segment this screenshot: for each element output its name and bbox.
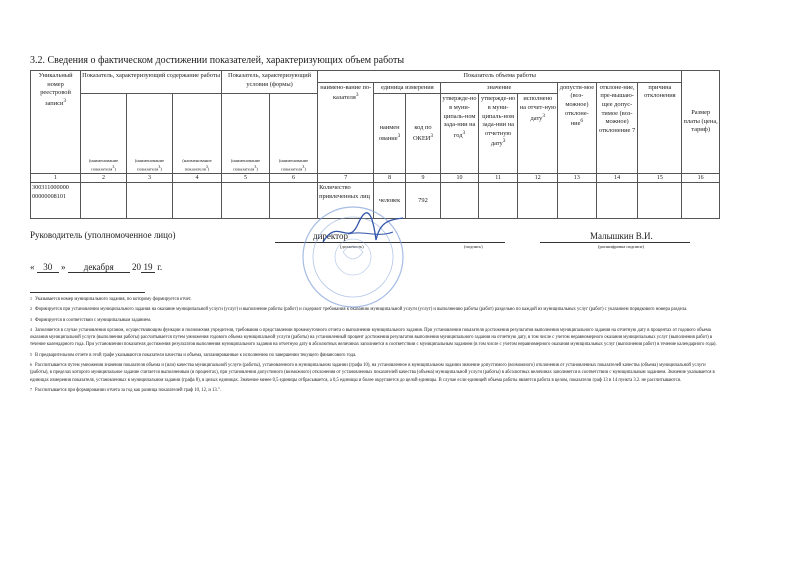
header-conditions: Показатель, характеризующий условия (формы) (222, 71, 318, 94)
header-content: Показатель, характеризующий содержание работы (81, 71, 222, 94)
header-reason: причина отклонения (638, 82, 682, 174)
footnote-number: 5 (30, 351, 32, 357)
column-number: 6 (270, 174, 318, 183)
footnote-item (30, 387, 720, 394)
cell-empty (172, 183, 221, 219)
header-content-sub-3: (наименование показателя$^3$) (172, 94, 221, 174)
footnote-item (30, 296, 720, 303)
cell-empty (441, 183, 479, 219)
sign-caption: (подпись) (464, 244, 483, 249)
column-number: 3 (127, 174, 173, 183)
footnote-number: 7 (30, 386, 32, 392)
footnote-text: Рассчитывается путем умножения значения показателя объема и (или) качества муниципальной услуги (работы), установленного в муниципальном задании (графа 10), на установленное в муниципальном задании значение допустимого (возможного) отклонения от установленных показателей качества (объема) муниципальной услуги (работы), в пределах которого муниципальное задание считается выполненным (в процентах), при установлении допустимого (возможного) отклонения от установленных показателей качества (объема) муниципальной услуги (работы) в абсолютных величинах заполняется в соответствии с муниципальным заданием. Значение указывается в единицах измерения показателя, установленных в муниципальном задании (графа 8), в целых единицах. Значение менее 0,5 единицы отбрасывается, а 0,5 единицы и более округляется до целой единицы. В случае если единицей объема работы является работа в целом, показатели граф 13 и 14 пункта 3.2. не рассчитываются. (30, 362, 715, 383)
cell-empty (682, 183, 720, 219)
cell-empty (638, 183, 682, 219)
cell-empty (81, 183, 127, 219)
cell-empty (558, 183, 597, 219)
footnote-item (30, 317, 720, 324)
signature-position: директор (313, 231, 348, 241)
cell-empty (222, 183, 270, 219)
header-approved-date: утвержде-но в муни-ципаль-ном зада-нии на отчетную дату$^3$ (478, 94, 518, 174)
footnote-number: 2 (30, 306, 32, 312)
column-number: 15 (638, 174, 682, 183)
footnote-text: Рассчитывается при формировании отчета за год как разница показателей граф 10, 12, и 13.". (35, 387, 221, 393)
column-number: 4 (172, 174, 221, 183)
column-number: 2 (81, 174, 127, 183)
header-unit-name: наимен ование$^3$ (374, 94, 405, 174)
column-numbers-row (31, 174, 720, 183)
header-conditions-sub-2: (наименование показателя$^3$) (270, 94, 318, 174)
header-approved-year: утвержде-но в муни-ципаль-ном зада-нии на год$^3$ (441, 94, 479, 174)
footnote-text: Указывается номер муниципального задания, по которому формируется отчет. (35, 297, 192, 302)
handwritten-signature-icon (318, 212, 408, 252)
cell-empty (518, 183, 558, 219)
footnote-number: 1 (30, 296, 32, 301)
column-number: 13 (558, 174, 597, 183)
footnote-text: Формируется в соответствии с муниципальным заданием. (35, 317, 152, 323)
name-underline (540, 242, 690, 243)
header-executed: исполнено на отчет-ную дату$^3$ (518, 94, 558, 174)
header-content-sub-2: (наименование показателя$^3$) (127, 94, 173, 174)
column-number: 10 (441, 174, 479, 183)
footnote-item (30, 327, 720, 349)
report-date: « 30 » декабря 20 19 г. (30, 262, 163, 272)
header-allowed-deviation: допусти-мое (воз-можное) отклоне-ние$^6$ (558, 82, 597, 174)
column-number: 14 (596, 174, 638, 183)
column-number: 5 (222, 174, 270, 183)
footnote-number: 4 (30, 326, 32, 332)
cell-empty (596, 183, 638, 219)
header-indicator-name: наимено-вание по-казателя$^3$ (318, 82, 374, 174)
header-unit: единица измерения (374, 82, 441, 94)
header-value: значение (441, 82, 558, 94)
work-volume-table (30, 70, 720, 219)
cell-indicator-name: Количество привлеченных лиц (318, 183, 374, 219)
footnotes (30, 296, 720, 397)
name-caption: (расшифровка подписи) (598, 244, 644, 249)
column-number: 8 (374, 174, 405, 183)
header-conditions-sub-1: (наименование показателя$^3$) (222, 94, 270, 174)
header-content-sub-1: (наименование показателя$^3$) (81, 94, 127, 174)
footnote-number: 6 (30, 361, 32, 367)
header-unique-number: Уникальный номер реестровой записи$^3$ (31, 71, 81, 174)
section-title: 3.2. Сведения о фактическом достижении показателей, характеризующих объем работы (30, 55, 405, 66)
cell-empty (478, 183, 518, 219)
footnote-text: В предварительном отчете в этой графе указываются показатели качества и объема, запланированные к исполнению по завершении текущего финансового года. (35, 352, 357, 358)
footnote-item (30, 362, 720, 384)
signature-name: Малышкин В.И. (590, 231, 653, 241)
column-number: 11 (478, 174, 518, 183)
column-number: 12 (518, 174, 558, 183)
column-number: 16 (682, 174, 720, 183)
position-caption: (должность) (340, 244, 364, 249)
cell-registry-number: 300311000000 00000008101 (31, 183, 81, 219)
column-number: 1 (31, 174, 81, 183)
header-fee: Размер платы (цена, тариф) (682, 71, 720, 174)
cell-empty (127, 183, 173, 219)
footnote-text: Формируется при установлении муниципального задания на оказание муниципальной услуги (услуг) и выполнение работы (работ) и содержит требования к оказанию муниципальной услуги (услуг) и выполнению работы (работ) раздельно по каждой из муниципальных услуг (работ) с указанием порядкового номера раздела. (35, 307, 688, 313)
footnote-divider (30, 292, 145, 293)
header-exceeding-deviation: отклоне-ние, пре-вышаю-щее допус-тимое (воз-можное) отклонение 7 (596, 82, 638, 174)
signature-label: Руководитель (уполномоченное лицо) (30, 230, 176, 240)
footnote-text: Заполняется в случае установления органом, осуществляющим функции и полномочия учредителя, требования о представлении промежуточного отчета о выполнении муниципального задания. При установлении показателя достижения результатов выполнения муниципального задания на отчетную дату в процентах от годового объема оказания муниципальной услуги (выполнения работы) рассчитывается путем умножения годового объема муниципальной услуги (работы) на установленный процент достижения результатов выполнения муниципального задания на отчетную дату, в том числе с учетом неравномерного оказания муниципальных услуг (выполнения работ) в течение календарного года. При установлении показателя достижения результатов выполнения муниципального задания на отчетную дату в абсолютных величинах заполняется в соответствии с муниципальным заданием (в том числе с учетом неравномерного оказания муниципальных услуг (выполнения работ) в течение календарного года). (30, 327, 717, 348)
cell-unit: человек (374, 183, 405, 219)
column-number: 7 (318, 174, 374, 183)
footnote-item (30, 352, 720, 359)
footnote-item (30, 306, 720, 313)
footnote-number: 3 (30, 316, 32, 322)
column-number: 9 (405, 174, 440, 183)
header-unit-code: код по ОКЕИ$^3$ (405, 94, 440, 174)
header-volume: Показатель объема работы (318, 71, 682, 83)
cell-okei-code: 792 (405, 183, 440, 219)
